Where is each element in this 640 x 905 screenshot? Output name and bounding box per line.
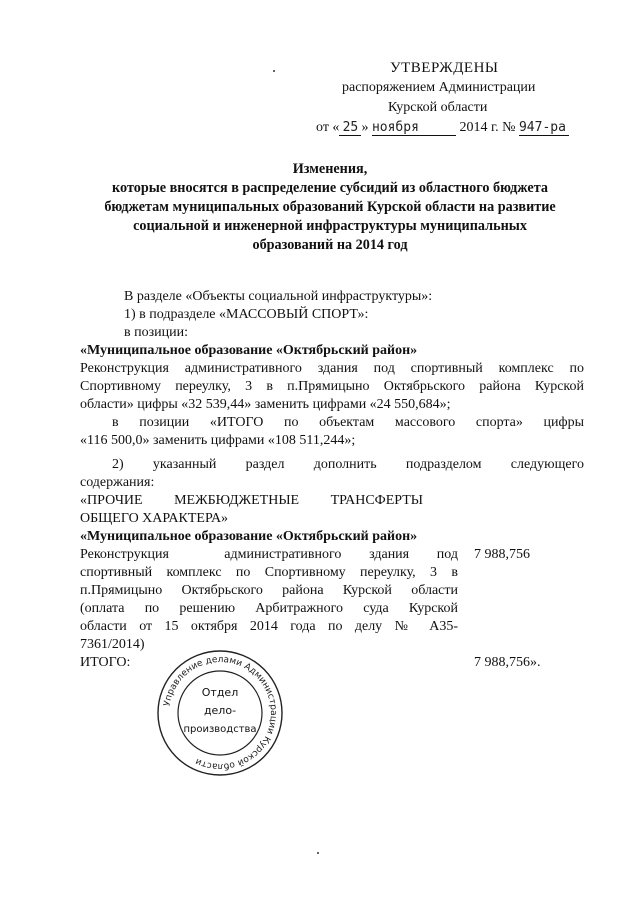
scan-speck: [317, 852, 319, 854]
municipality-heading: «Муниципальное образование «Октябрьский район»: [80, 343, 418, 358]
object-description: [80, 546, 458, 654]
description-line: (оплата по решению Арбитражного суда Курской: [80, 601, 458, 616]
title-line: бюджетам муниципальных образований Курской области на развитие: [104, 199, 556, 215]
order-number: 947-ра: [519, 120, 569, 136]
description-line: п.Прямицыно Октябрьского района Курской области: [80, 583, 458, 598]
stamp-graphic: [155, 648, 285, 778]
date-mid: »: [361, 120, 369, 135]
title-line: Изменения,: [292, 161, 368, 177]
paragraph: В разделе «Объекты социальной инфраструктуры»:: [124, 289, 433, 304]
scan-speck: [273, 70, 275, 72]
approval-line-2: распоряжением Администрации: [342, 80, 536, 95]
paragraph: 1) в подразделе «МАССОВЫЙ СПОРТ»:: [124, 307, 369, 322]
stamp-center-line: производства: [183, 724, 257, 735]
paragraph-line: Реконструкция административного здания под спортивный комплекс по: [80, 361, 584, 376]
title-line: которые вносятся в распределение субсидий из областного бюджета: [112, 180, 548, 196]
approval-title: УТВЕРЖДЕНЫ: [390, 60, 499, 76]
document-body: [80, 288, 584, 672]
date-month: ноября: [372, 120, 456, 136]
title-line: образований на 2014 год: [252, 237, 408, 253]
date-day: 25: [339, 120, 361, 136]
subsection-heading-line-2: ОБЩЕГО ХАРАКТЕРА»: [80, 511, 229, 526]
approval-line-3: Курской области: [388, 100, 488, 115]
municipality-heading: «Муниципальное образование «Октябрьский район»: [80, 529, 418, 544]
subsection-heading: «ПРОЧИЕ МЕЖБЮДЖЕТНЫЕ ТРАНСФЕРТЫ: [80, 493, 424, 508]
approval-date-line: [316, 120, 569, 136]
description-line: 7361/2014): [80, 637, 145, 652]
date-prefix: от «: [316, 120, 340, 135]
stamp-center-line: дело-: [203, 704, 237, 717]
paragraph-line: в позиции «ИТОГО по объектам массового спорта» цифры: [112, 415, 584, 430]
stamp-ring-text: Управление делами Администрации Курской области: [162, 654, 279, 772]
table-row: [80, 546, 584, 654]
title-line: социальной и инженерной инфраструктуры муниципальных: [133, 218, 527, 234]
paragraph-line: 2) указанный раздел дополнить подразделом следующего: [112, 457, 584, 472]
paragraph-line: Спортивному переулку, 3 в п.Прямицыно Октябрьского района Курской: [80, 379, 584, 394]
office-stamp: [155, 648, 285, 778]
description-line: спортивный комплекс по Спортивному переулку, 3 в: [80, 565, 458, 580]
description-line: области от 15 октября 2014 года по делу № А35-: [80, 619, 458, 634]
total-label: ИТОГО:: [80, 655, 131, 670]
total-amount: 7 988,756».: [474, 655, 541, 670]
paragraph-line: «116 500,0» заменить цифрами «108 511,244»;: [80, 433, 356, 448]
paragraph-line: содержания:: [80, 475, 155, 490]
paragraph: в позиции:: [124, 325, 188, 340]
date-year: 2014 г. №: [459, 120, 516, 135]
object-amount: 7 988,756: [474, 547, 530, 562]
paragraph-line: области» цифры «32 539,44» заменить цифрами «24 550,684»;: [80, 397, 451, 412]
description-line: Реконструкция административного здания под: [80, 547, 458, 562]
document-title: [60, 160, 600, 255]
stamp-center-line: Отдел: [201, 686, 239, 699]
